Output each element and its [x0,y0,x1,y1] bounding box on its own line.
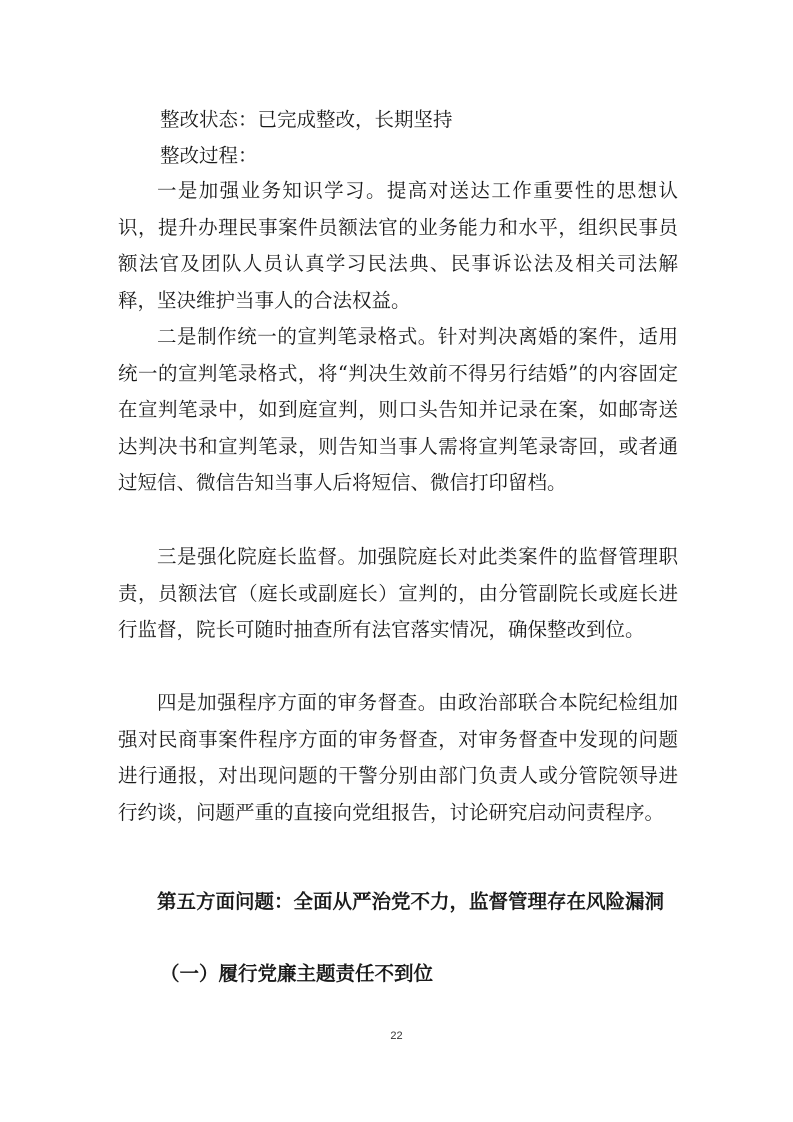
paragraph-4: 四是加强程序方面的审务督查。由政治部联合本院纪检组加强对民商事案件程序方面的审务督查，对审务督查中发现的问题进行通报，对出现问题的干警分别由部门负责人或分管院领导进行约谈，问题严重的直接向党组报告，讨论研究启动问责程序。 [118,691,678,824]
paragraph-1: 一是加强业务知识学习。提高对送达工作重要性的思想认识，提升办理民事案件员额法官的业务能力和水平，组织民事员额法官及团队人员认真学习民法典、民事诉讼法及相关司法解释，坚决维护当事人的合法权益。 [118,179,678,312]
subsection-heading: （一）履行党廉主题责任不到位 [160,962,434,985]
paragraph-2: 二是制作统一的宣判笔录格式。针对判决离婚的案件，适用统一的宣判笔录格式，将“判决生效前不得另行结婚”的内容固定在宣判笔录中，如到庭宣判，则口头告知并记录在案，如邮寄送达判决书和宣判笔录，则告知当事人需将宣判笔录寄回，或者通过短信、微信告知当事人后将短信、微信打印留档。 [118,325,678,494]
rectification-status: 整改状态：已完成整改，长期坚持 [160,108,453,131]
process-heading: 整改过程： [160,144,258,167]
paragraph-3: 三是强化院庭长监督。加强院庭长对此类案件的监督管理职责，员额法官（庭长或副庭长）宣判的，由分管副院长或庭长进行监督，院长可随时抽查所有法官落实情况，确保整改到位。 [118,545,678,641]
page-number: 22 [390,1030,403,1042]
section-heading: 第五方面问题：全面从严治党不力，监督管理存在风险漏洞 [157,890,665,913]
